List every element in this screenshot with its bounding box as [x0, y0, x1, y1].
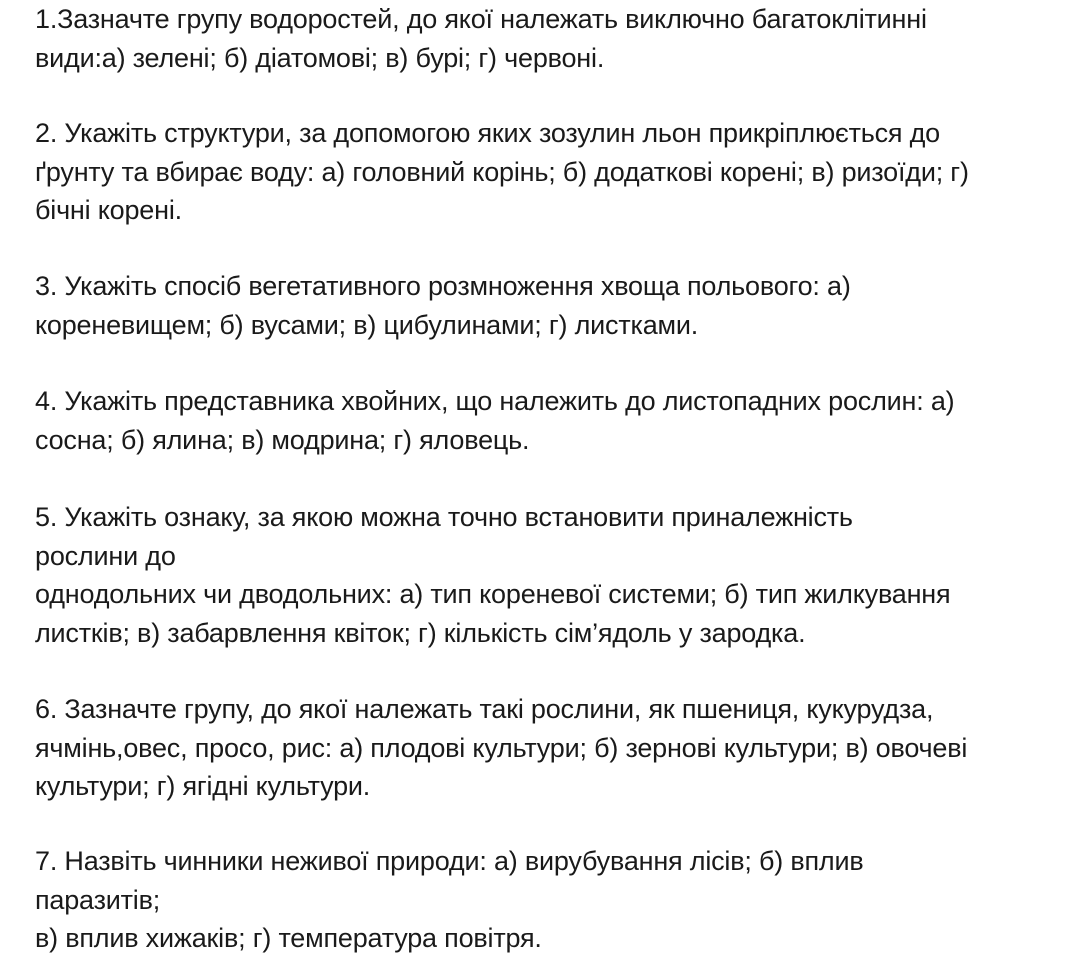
question-5-line-3: однодольних чи дводольних: а) тип кореневої системи; б) тип жилкування [35, 579, 951, 609]
question-7 [35, 842, 1062, 958]
question-1-line-2: види:а) зелені; б) діатомові; в) бурі; г) червоні. [35, 42, 605, 73]
question-5-line-2: рослини до [35, 540, 176, 571]
question-6-line-3: культури; г) ягідні культури. [35, 771, 371, 801]
question-6-line-2: ячмінь,овес, просо, рис: а) плодові культури; б) зернові культури; в) овочеві [35, 732, 968, 763]
question-4-line-1: 4. Укажіть представника хвойних, що належить до листопадних рослин: а) [35, 386, 955, 416]
question-3-line-2: кореневищем; б) вусами; в) цибулинами; г) листками. [35, 309, 699, 340]
question-1-line-1: 1.Зазначте групу водоростей, до якої належать виключно багатоклітинні [35, 4, 927, 34]
question-6 [35, 690, 1062, 806]
question-5-line-1: 5. Укажіть ознаку, за якою можна точно встановити приналежність [35, 502, 853, 532]
question-2 [35, 114, 1062, 230]
question-3 [35, 267, 1062, 344]
question-3-line-1: 3. Укажіть спосіб вегетативного розмноження хвоща польового: а) [35, 271, 851, 301]
question-5-line-4: листків; в) забарвлення квіток; г) кількість сім’ядоль у зародка. [35, 617, 806, 648]
question-5 [35, 498, 1062, 652]
question-4 [35, 382, 1062, 459]
question-4-line-2: сосна; б) ялина; в) модрина; г) яловець. [35, 424, 530, 455]
question-1 [35, 0, 1062, 77]
question-2-line-3: бічні корені. [35, 195, 182, 225]
question-7-line-1: 7. Назвіть чинники неживої природи: а) вирубування лісів; б) вплив [35, 846, 864, 876]
question-2-line-2: ґрунту та вбирає воду: а) головний корінь; б) додаткові корені; в) ризоїди; г) [35, 156, 969, 187]
question-7-line-3: в) вплив хижаків; г) температура повітря. [35, 923, 542, 953]
question-7-line-2: паразитів; [35, 884, 161, 915]
question-2-line-1: 2. Укажіть структури, за допомогою яких зозулин льон прикріплюється до [35, 118, 941, 148]
question-6-line-1: 6. Зазначте групу, до якої належать такі рослини, як пшениця, кукурудза, [35, 694, 934, 724]
